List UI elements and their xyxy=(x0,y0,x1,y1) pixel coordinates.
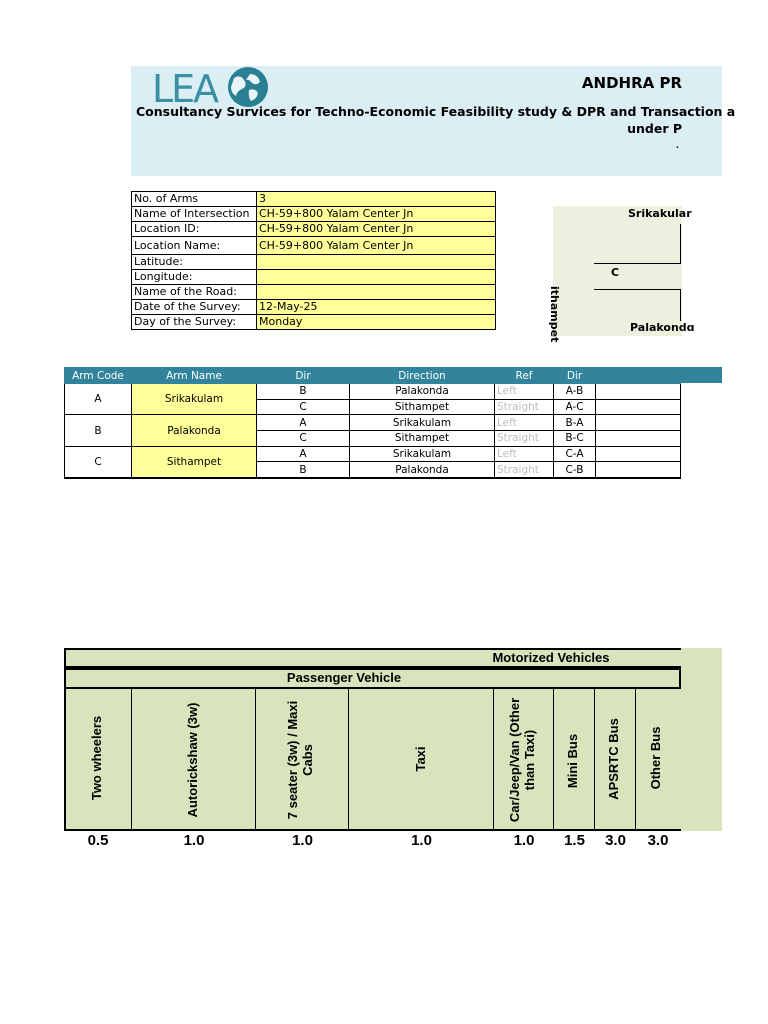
info-label: Longitude: xyxy=(132,270,257,285)
svg-text:LEA: LEA xyxy=(152,67,218,111)
table-row xyxy=(65,415,681,431)
dir-cell: C xyxy=(257,431,350,447)
header-subtitle-continuation: under P xyxy=(627,121,682,136)
ref-cell: Straight xyxy=(495,462,554,478)
info-row xyxy=(132,315,496,330)
pcu-value: 3.0 xyxy=(647,832,669,849)
dir-cell: A xyxy=(257,446,350,462)
col-header-direction: Direction xyxy=(350,368,495,384)
arm-table-header-row xyxy=(65,368,681,384)
dir-code-cell: C-B xyxy=(554,462,596,478)
passenger-vehicle-label: Passenger Vehicle xyxy=(286,670,402,685)
direction-cell: Sithampet xyxy=(350,431,495,447)
arm-table-header-extension xyxy=(680,367,722,383)
junction-road-line xyxy=(680,289,681,321)
ref-cell: Straight xyxy=(495,431,554,447)
direction-cell: Srikakulam xyxy=(350,415,495,431)
blank-cell xyxy=(596,415,681,431)
info-label: No. of Arms xyxy=(132,192,257,207)
ref-cell: Straight xyxy=(495,399,554,415)
info-row xyxy=(132,270,496,285)
info-value[interactable]: Monday xyxy=(257,315,496,330)
info-value[interactable] xyxy=(257,270,496,285)
info-value[interactable]: CH-59+800 Yalam Center Jn xyxy=(257,207,496,222)
motorized-vehicles-label: Motorized Vehicles xyxy=(492,650,610,665)
junction-road-line xyxy=(594,289,681,290)
arm-code-cell: A xyxy=(65,384,132,415)
arm-code-cell: B xyxy=(65,415,132,446)
vehicle-col-header-7-seater: 7 seater (3w) / Maxi Cabs xyxy=(285,700,315,820)
col-header-blank xyxy=(596,368,681,384)
junction-road-line xyxy=(680,224,681,264)
dir-code-cell: C-A xyxy=(554,446,596,462)
blank-cell xyxy=(596,446,681,462)
col-header-dir-code: Dir xyxy=(554,368,596,384)
info-value[interactable] xyxy=(257,255,496,270)
info-value[interactable]: CH-59+800 Yalam Center Jn xyxy=(257,222,496,237)
col-header-arm-name: Arm Name xyxy=(132,368,257,384)
info-label: Name of the Road: xyxy=(132,285,257,300)
arm-name-cell[interactable]: Srikakulam xyxy=(132,384,257,415)
direction-cell: Palakonda xyxy=(350,462,495,478)
pcu-value: 1.0 xyxy=(411,832,432,849)
vehicle-col-header-taxi: Taxi xyxy=(413,746,428,772)
info-label: Location ID: xyxy=(132,222,257,237)
direction-cell: Sithampet xyxy=(350,399,495,415)
dir-cell: C xyxy=(257,399,350,415)
col-header-arm-code: Arm Code xyxy=(65,368,132,384)
junction-arm-bottom-label: Palakondɑ xyxy=(630,321,695,334)
vehicle-col-header-mini-bus: Mini Bus xyxy=(565,733,580,789)
header-title: ANDHRA PR xyxy=(581,74,682,92)
table-row xyxy=(65,446,681,462)
vehicle-col-header-apsrtc-bus: APSRTC Bus xyxy=(606,718,621,800)
ref-cell: Left xyxy=(495,446,554,462)
blank-cell xyxy=(596,462,681,478)
info-label: Day of the Survey: xyxy=(132,315,257,330)
table-row xyxy=(65,384,681,400)
ref-cell: Left xyxy=(495,384,554,400)
junction-arm-left-label: ithampet xyxy=(548,286,561,343)
col-header-dir: Dir xyxy=(257,368,350,384)
vehicle-col-header-car-jeep-van: Car/Jeep/Van (Other than Taxi) xyxy=(507,697,537,823)
header-subtitle: Consultancy Survices for Techno-Economic Feasibility study & DPR and Transaction a xyxy=(136,104,736,119)
direction-cell: Palakonda xyxy=(350,384,495,400)
info-label: Location Name: xyxy=(132,237,257,255)
info-value[interactable]: 12-May-25 xyxy=(257,300,496,315)
direction-cell: Srikakulam xyxy=(350,446,495,462)
blank-cell xyxy=(596,399,681,415)
pcu-value: 0.5 xyxy=(87,832,109,849)
info-label: Latitude: xyxy=(132,255,257,270)
vehicle-col-header-autorickshaw: Autorickshaw (3w) xyxy=(185,702,200,818)
info-value[interactable]: CH-59+800 Yalam Center Jn xyxy=(257,237,496,255)
blank-cell xyxy=(596,384,681,400)
dir-code-cell: A-C xyxy=(554,399,596,415)
arm-name-cell[interactable]: Palakonda xyxy=(132,415,257,446)
pcu-value: 1.0 xyxy=(183,832,205,849)
info-row xyxy=(132,192,496,207)
vehicle-col-header-two-wheelers: Two wheelers xyxy=(89,715,104,801)
arm-code-cell: C xyxy=(65,446,132,478)
junction-center-label: C xyxy=(611,266,620,279)
survey-info-table xyxy=(131,191,496,330)
pcu-value: 1.0 xyxy=(292,832,313,849)
info-label: Date of the Survey: xyxy=(132,300,257,315)
dir-code-cell: B-C xyxy=(554,431,596,447)
dir-cell: A xyxy=(257,415,350,431)
lea-logo xyxy=(150,66,270,111)
junction-arm-top-label: Srikakular xyxy=(628,207,692,220)
pcu-value: 3.0 xyxy=(605,832,626,849)
info-label: Name of Intersection xyxy=(132,207,257,222)
arm-name-cell[interactable]: Sithampet xyxy=(132,446,257,478)
junction-diagram xyxy=(548,206,695,343)
dir-code-cell: A-B xyxy=(554,384,596,400)
info-row xyxy=(132,222,496,237)
info-value[interactable] xyxy=(257,285,496,300)
header-subtitle-dot: . xyxy=(676,140,679,151)
info-value[interactable]: 3 xyxy=(257,192,496,207)
dir-cell: B xyxy=(257,462,350,478)
junction-road-line xyxy=(594,263,681,264)
pcu-value: 1.0 xyxy=(513,832,535,849)
info-row xyxy=(132,207,496,222)
ref-cell: Left xyxy=(495,415,554,431)
col-header-ref: Ref xyxy=(495,368,554,384)
blank-cell xyxy=(596,431,681,447)
dir-cell: B xyxy=(257,384,350,400)
pcu-value: 1.5 xyxy=(564,832,585,849)
info-row xyxy=(132,300,496,315)
dir-code-cell: B-A xyxy=(554,415,596,431)
arm-direction-table xyxy=(64,367,681,479)
vehicle-col-header-other-bus: Other Bus xyxy=(648,726,663,790)
info-row xyxy=(132,237,496,255)
info-row xyxy=(132,285,496,300)
info-row xyxy=(132,255,496,270)
